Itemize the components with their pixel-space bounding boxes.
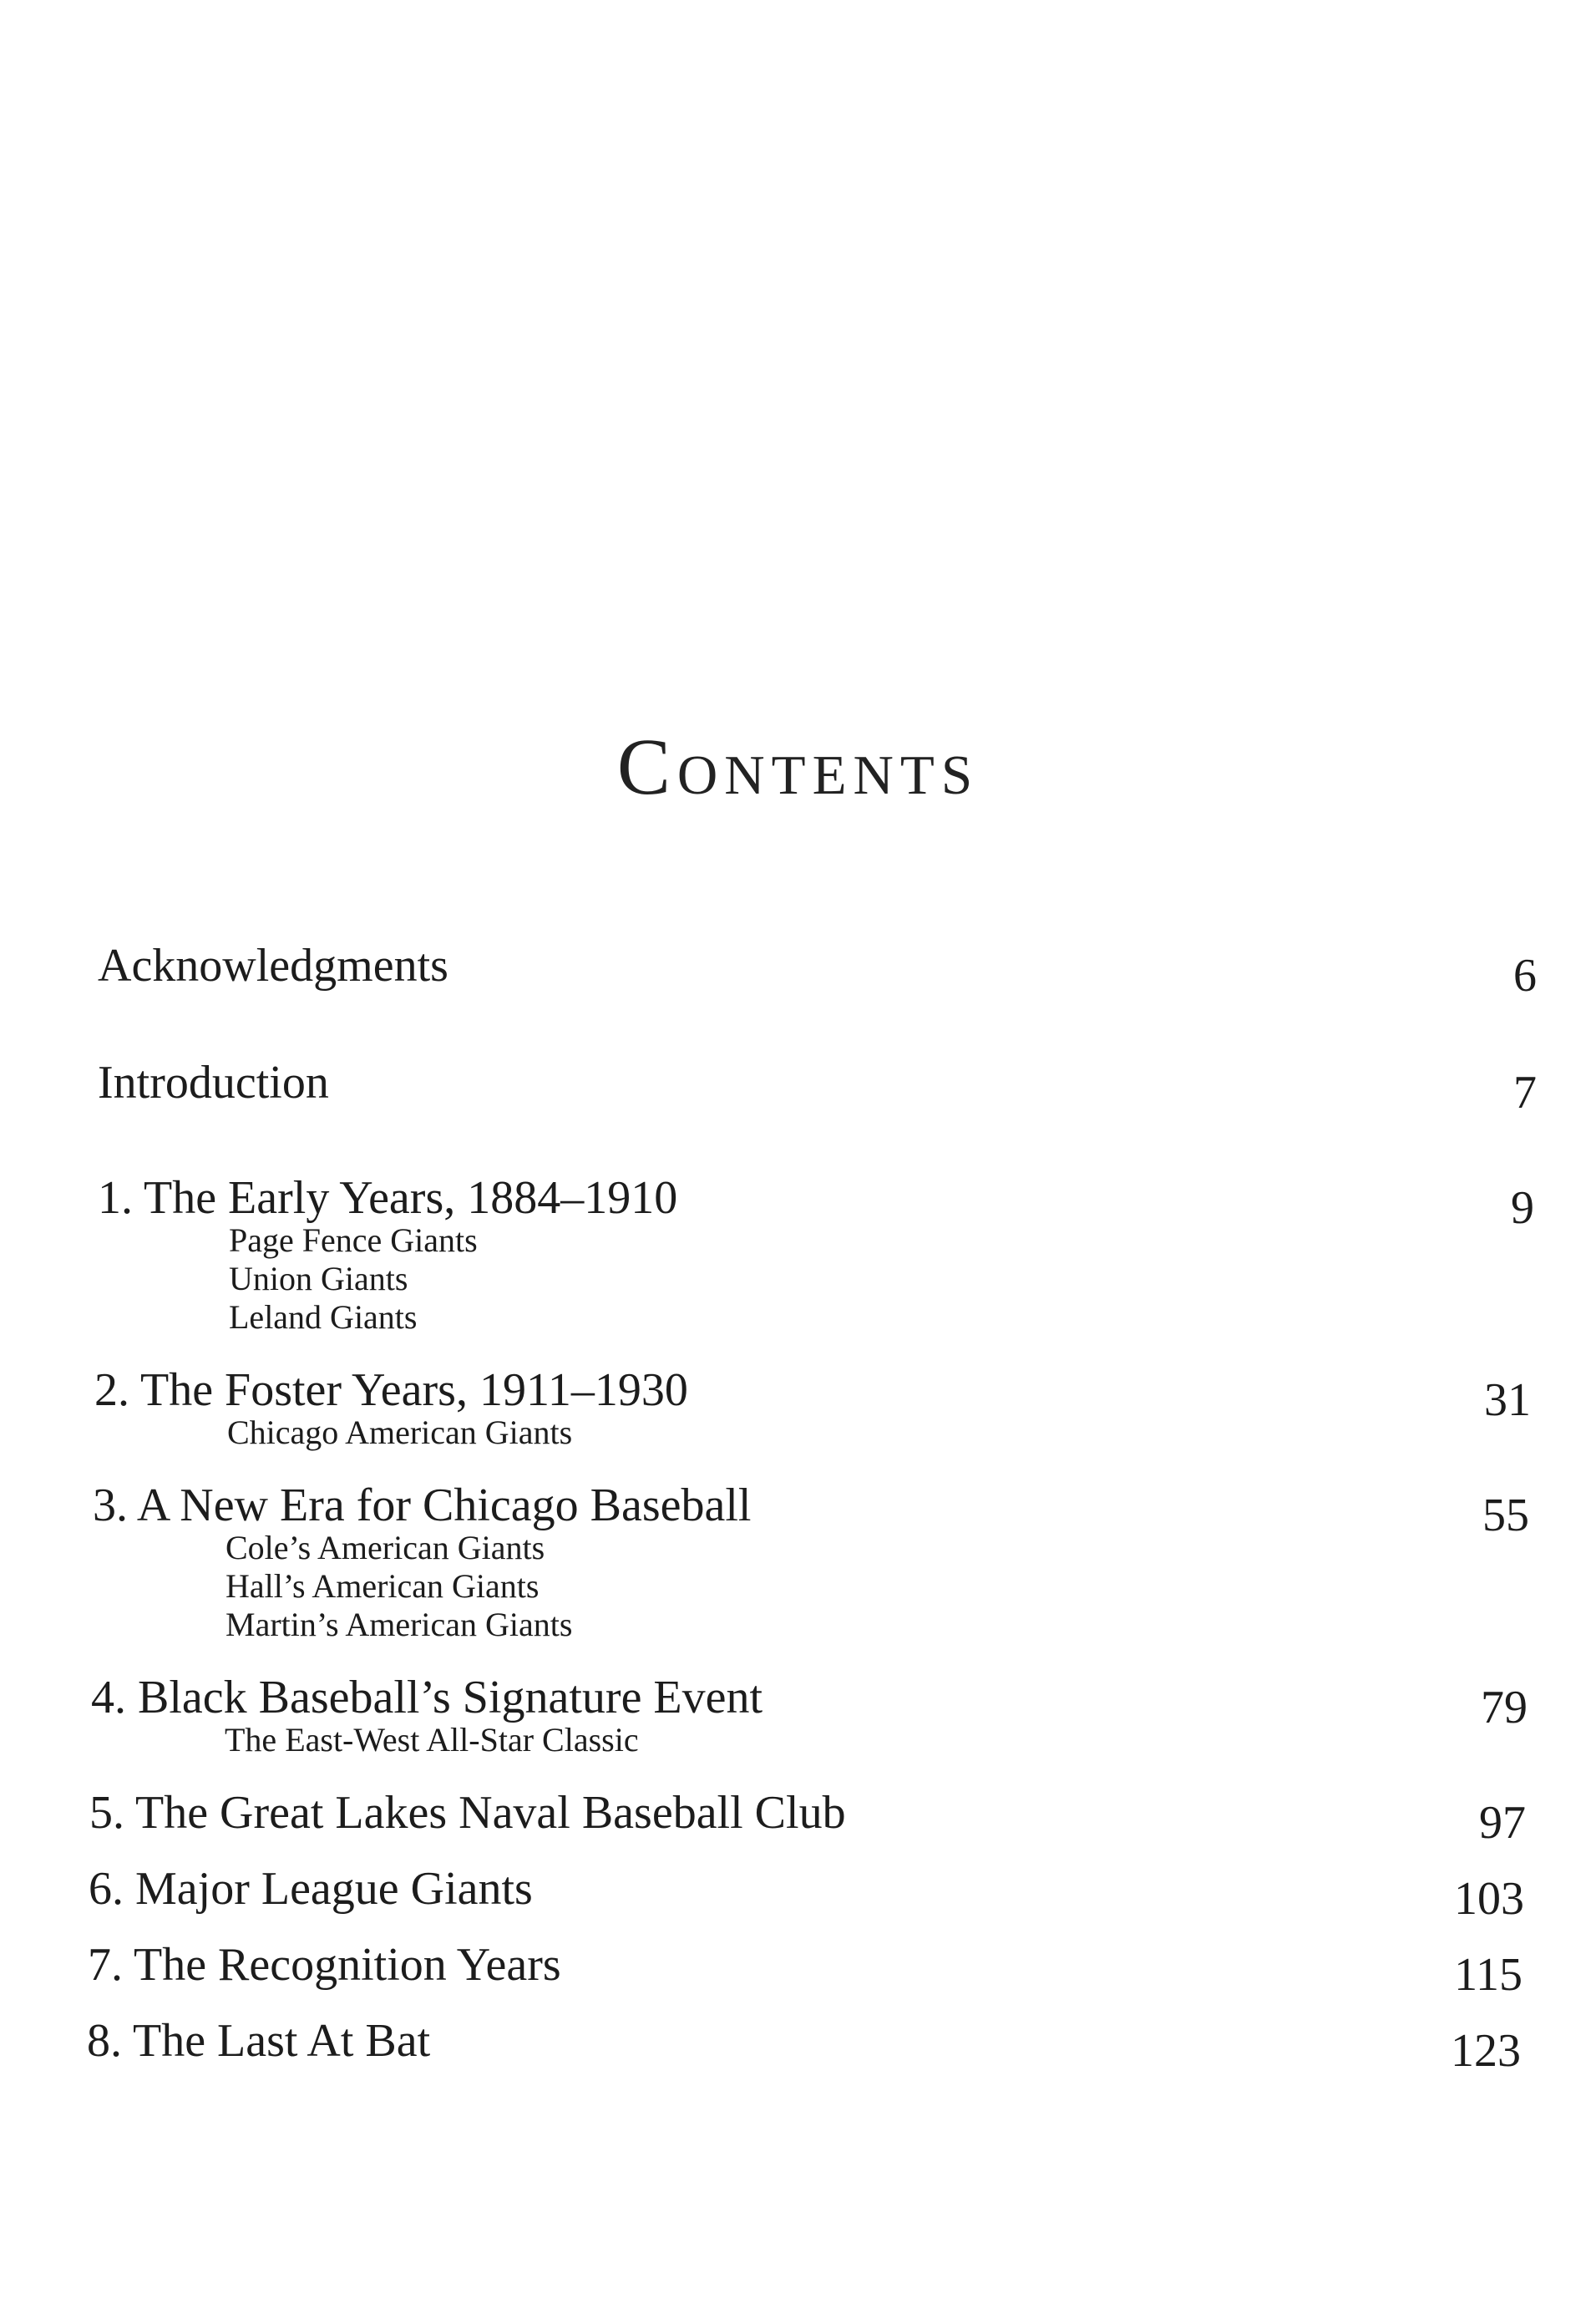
entry-subtitle: Hall’s American Giants [225, 1567, 540, 1605]
entry-title: 7. The Recognition Years [88, 1939, 561, 1991]
entry-page-number: 31 [1484, 1374, 1531, 1426]
entry-subtitle: Cole’s American Giants [225, 1529, 545, 1566]
page-title: Contents [616, 722, 980, 812]
entry-title: 4. Black Baseball’s Signature Event [91, 1672, 763, 1723]
entry-page-number: 55 [1482, 1490, 1529, 1541]
entry-subtitle: Page Fence Giants [229, 1221, 478, 1259]
entry-page-number: 103 [1454, 1873, 1524, 1925]
entry-title: 1. The Early Years, 1884–1910 [98, 1172, 678, 1224]
entry-subtitle: Chicago American Giants [227, 1413, 573, 1451]
entry-title: 2. The Foster Years, 1911–1930 [94, 1364, 688, 1416]
entry-page-number: 123 [1451, 2025, 1521, 2077]
entry-page-number: 7 [1513, 1067, 1537, 1119]
entry-title: 8. The Last At Bat [87, 2015, 431, 2067]
entry-title: 3. A New Era for Chicago Baseball [93, 1479, 752, 1531]
entry-subtitle: Martin’s American Giants [225, 1606, 573, 1643]
entry-title: 5. The Great Lakes Naval Baseball Club [89, 1787, 846, 1839]
entry-page-number: 9 [1511, 1182, 1534, 1234]
entry-page-number: 115 [1454, 1949, 1523, 2001]
entry-page-number: 6 [1513, 950, 1537, 1002]
entry-title: Introduction [98, 1057, 329, 1109]
entry-subtitle: Union Giants [229, 1260, 408, 1297]
entry-subtitle: The East-West All-Star Classic [225, 1721, 639, 1759]
entry-page-number: 97 [1479, 1797, 1526, 1849]
entry-title: 6. Major League Giants [89, 1863, 533, 1915]
entry-page-number: 79 [1481, 1682, 1528, 1733]
entry-title: Acknowledgments [98, 940, 448, 992]
entry-subtitle: Leland Giants [229, 1298, 418, 1336]
